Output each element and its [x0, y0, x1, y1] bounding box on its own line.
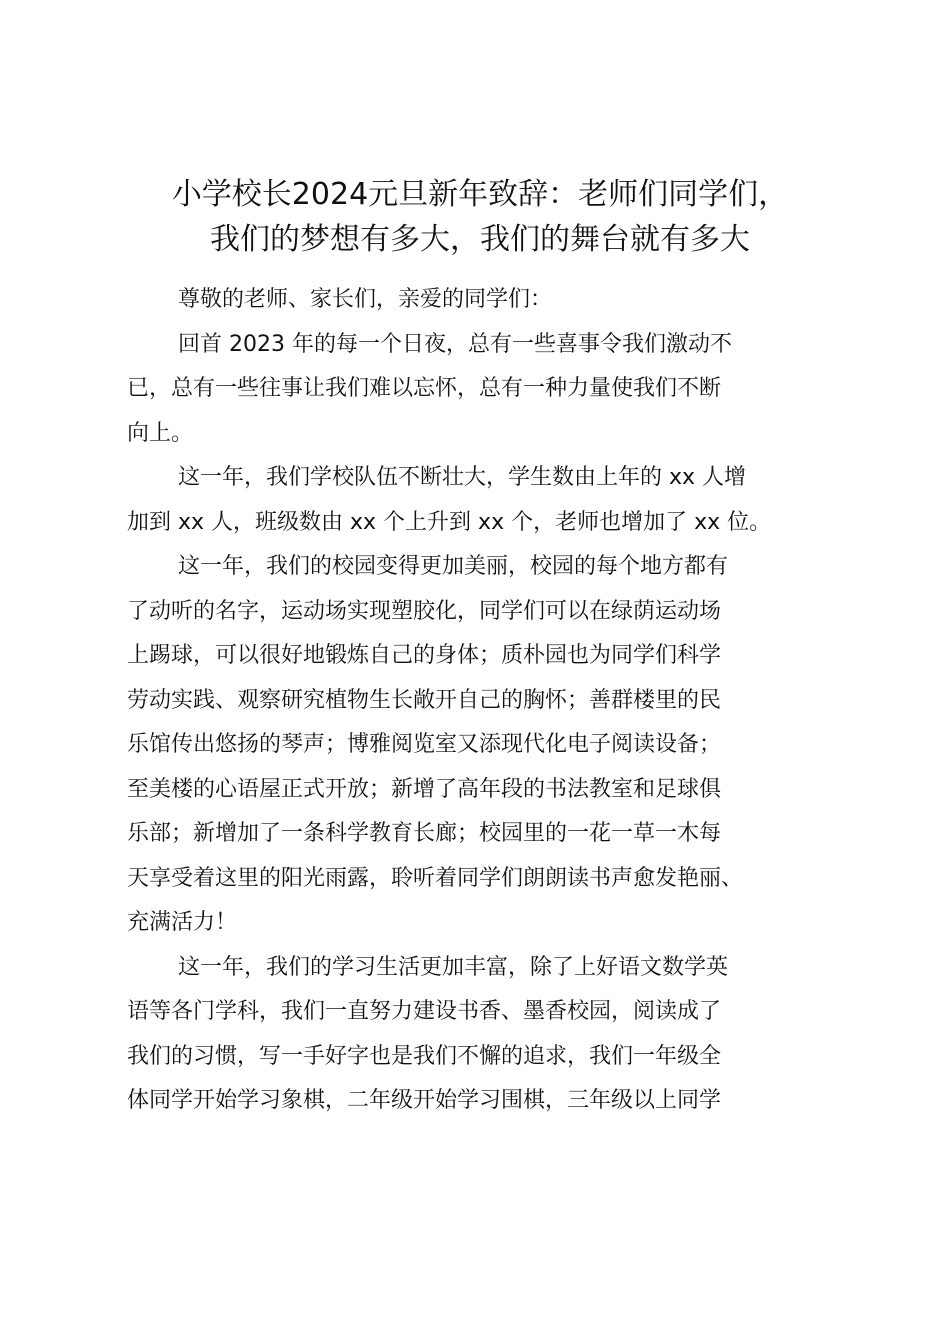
- paragraph-line: 这一年，我们学校队伍不断壮大，学生数由上年的 xx 人增: [178, 465, 747, 490]
- paragraph-learning-life: [127, 946, 839, 1124]
- paragraph-school-growth: [127, 456, 839, 545]
- paragraph-line: 充满活力！: [127, 910, 238, 935]
- paragraph-line: 劳动实践、观察研究植物生长敞开自己的胸怀；善群楼里的民: [127, 687, 722, 713]
- salutation-paragraph: [127, 278, 839, 323]
- paragraph-line: 语等各门学科，我们一直努力建设书香、墨香校园，阅读成了: [127, 999, 722, 1024]
- paragraph-line: 尊敬的老师、家长们，亲爱的同学们：: [178, 287, 553, 312]
- paragraph-2023-review: [127, 323, 839, 457]
- paragraph-line: 体同学开始学习象棋，二年级开始学习围棋，三年级以上同学: [127, 1088, 722, 1113]
- paragraph-line: 加到 xx 人，班级数由 xx 个上升到 xx 个，老师也增加了 xx 位。: [127, 509, 772, 535]
- paragraph-line: 上踢球，可以很好地锻炼自己的身体；质朴园也为同学们科学: [127, 643, 722, 668]
- paragraph-line: 乐馆传出悠扬的琴声；博雅阅览室又添现代化电子阅读设备；: [127, 732, 722, 757]
- paragraph-line: 我们的习惯，写一手好字也是我们不懈的追求，我们一年级全: [127, 1043, 722, 1069]
- title-line-1: 小学校长2024元旦新年致辞：老师们同学们，: [171, 177, 789, 212]
- paragraph-campus-beauty: [127, 545, 839, 946]
- title-line-2: 我们的梦想有多大，我们的舞台就有多大: [210, 222, 750, 257]
- document-body: [127, 278, 839, 1124]
- paragraph-line: 至美楼的心语屋正式开放；新增了高年段的书法教室和足球俱: [127, 776, 722, 802]
- paragraph-line: 已，总有一些往事让我们难以忘怀，总有一种力量使我们不断: [127, 376, 722, 401]
- document-title: [100, 172, 860, 262]
- paragraph-line: 这一年，我们的校园变得更加美丽，校园的每个地方都有: [178, 554, 729, 579]
- paragraph-line: 天享受着这里的阳光雨露，聆听着同学们朗朗读书声愈发艳丽、: [127, 865, 744, 891]
- paragraph-line: 回首 2023 年的每一个日夜，总有一些喜事令我们激动不: [178, 331, 732, 357]
- paragraph-line: 向上。: [127, 420, 194, 446]
- paragraph-line: 乐部；新增加了一条科学教育长廊；校园里的一花一草一木每: [127, 821, 722, 846]
- paragraph-line: 这一年，我们的学习生活更加丰富，除了上好语文数学英: [178, 954, 729, 980]
- paragraph-line: 了动听的名字，运动场实现塑胶化，同学们可以在绿荫运动场: [127, 598, 722, 624]
